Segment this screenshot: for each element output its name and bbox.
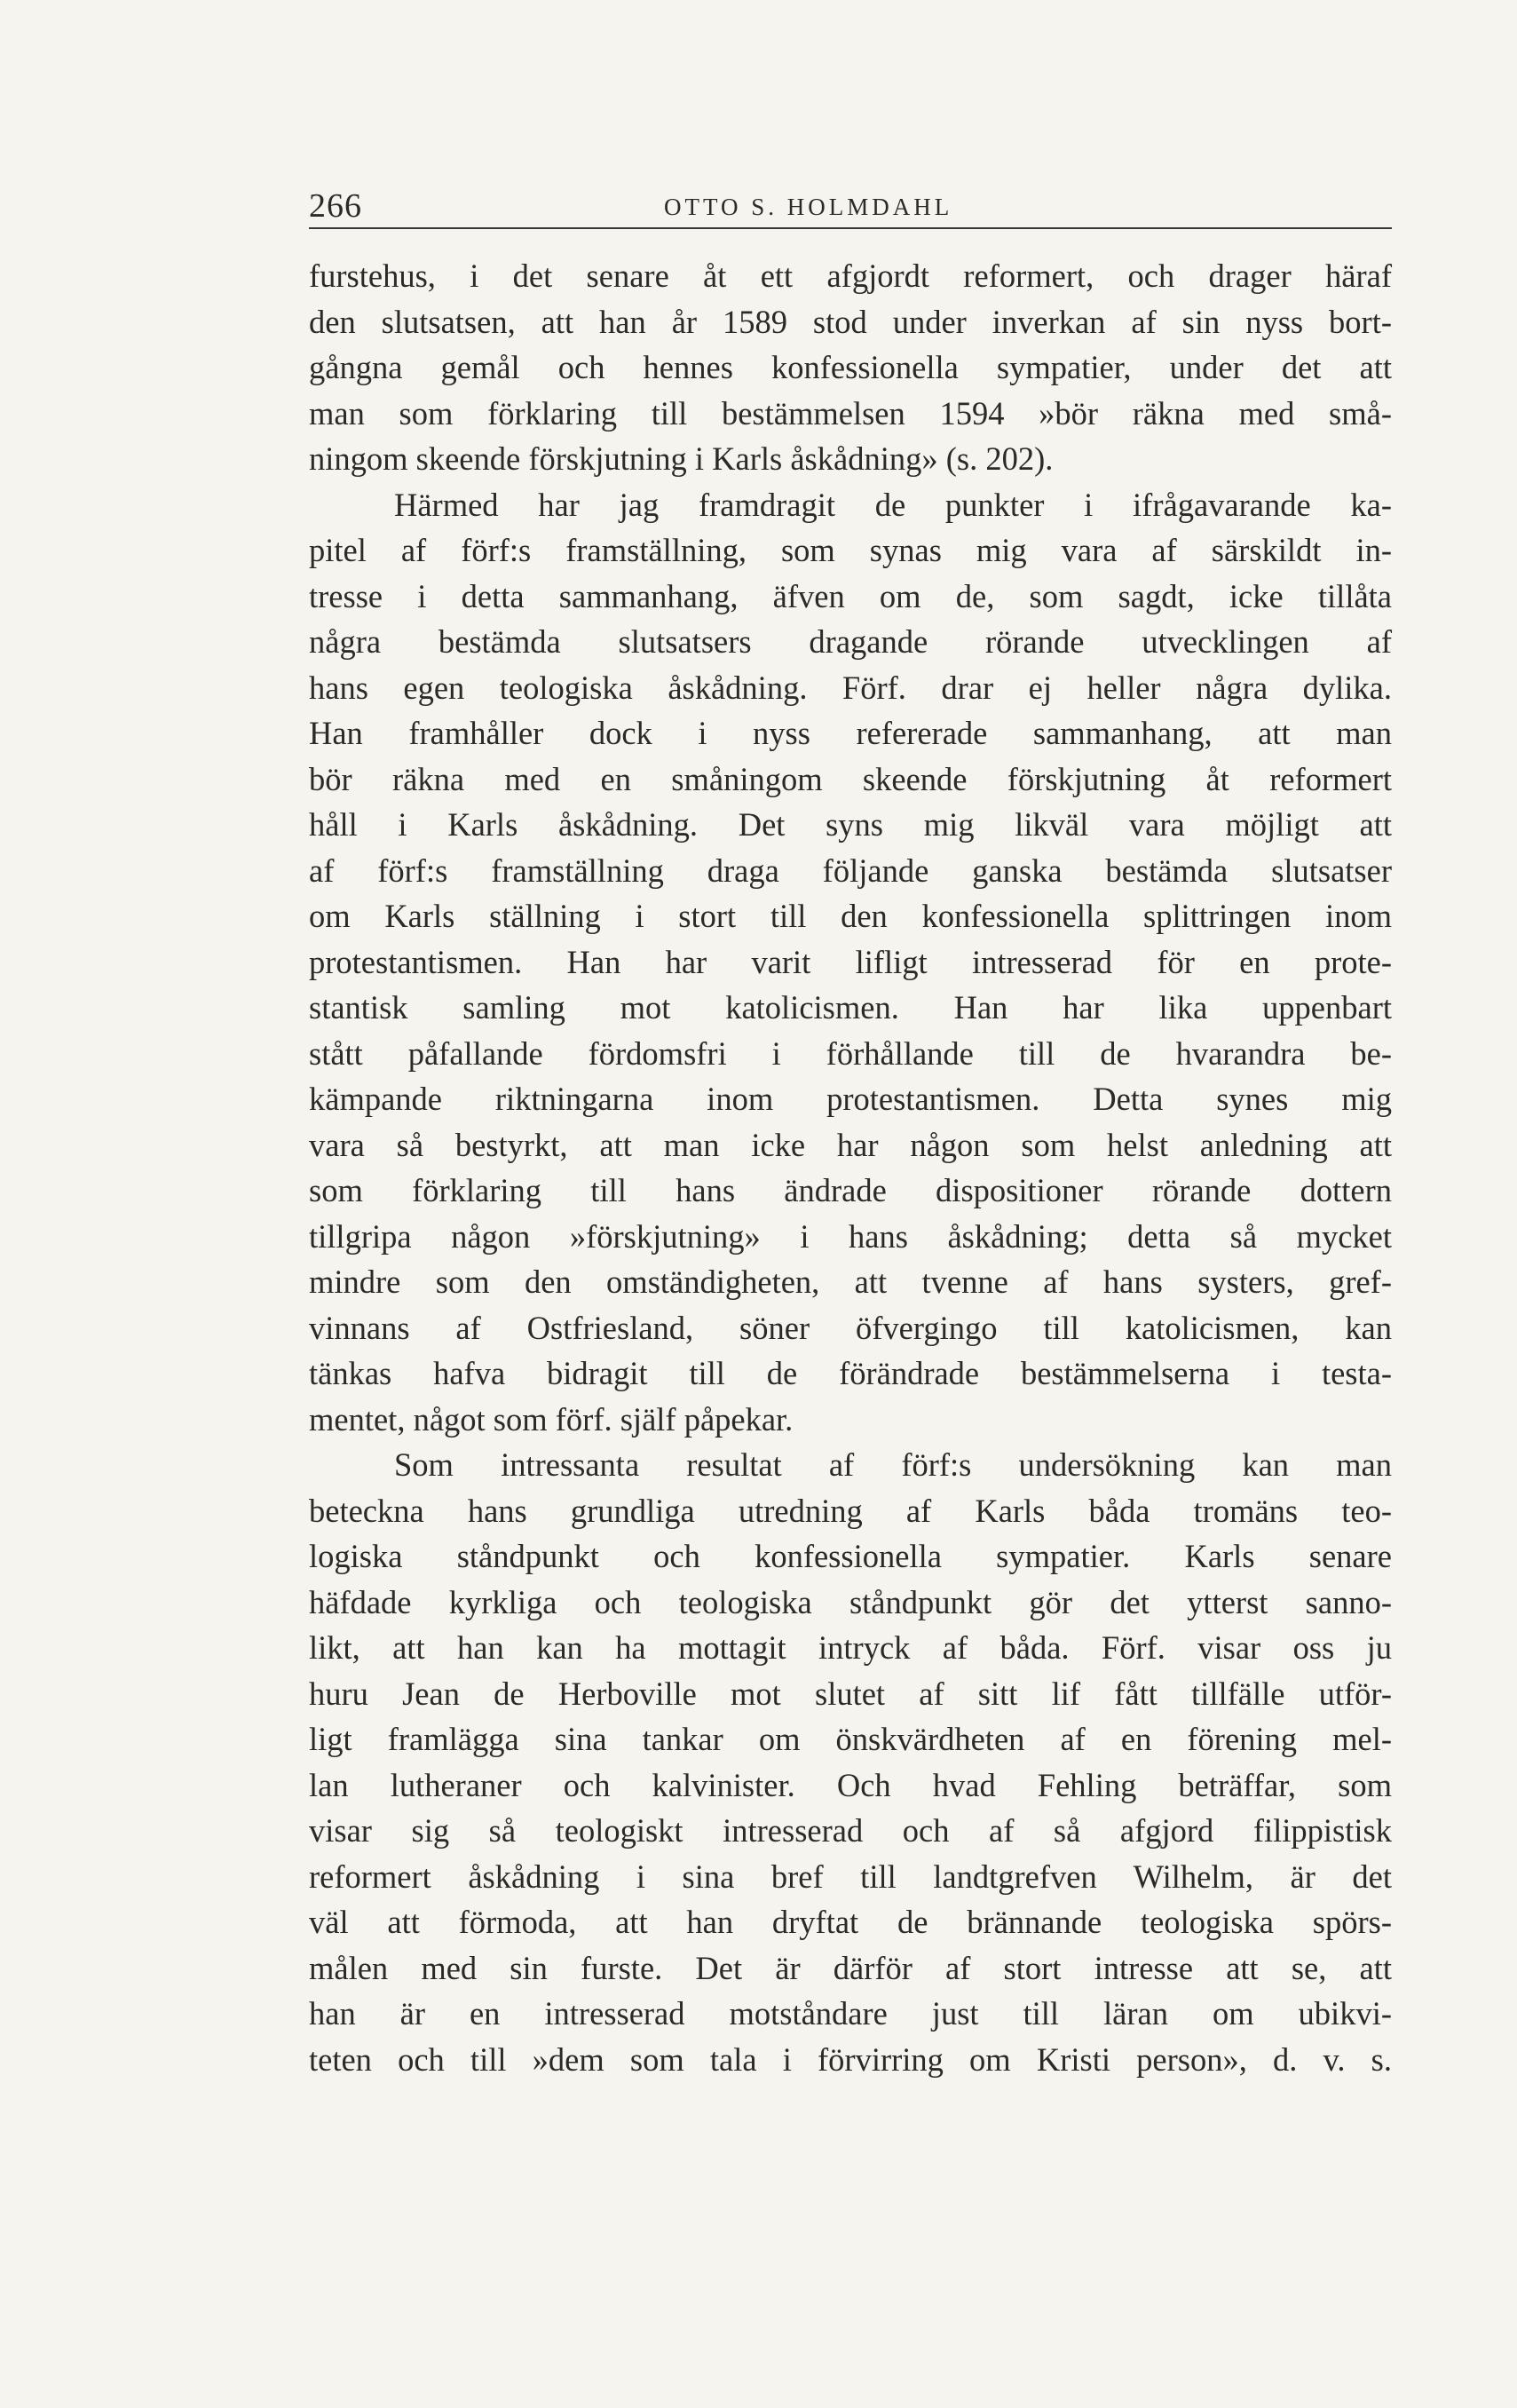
text-line: protestantismen. Han har varit lifligt intresserad för en prote- [309, 943, 1392, 980]
text-line: furstehus, i det senare åt ett afgjordt reformert, och drager häraf [309, 257, 1392, 294]
body-text [309, 253, 1392, 2082]
page-number: 266 [309, 187, 362, 225]
text-line: tänkas hafva bidragit till de förändrade bestämmelserna i testa- [309, 1355, 1392, 1391]
text-line: stantisk samling mot katolicismen. Han har lika uppenbart [309, 989, 1392, 1026]
text-line: vinnans af Ostfriesland, söner öfvergingo till katolicismen, kan [309, 1309, 1392, 1346]
text-line: visar sig så teologiskt intresserad och af så afgjord filippistisk [309, 1812, 1392, 1849]
text-line: logiska ståndpunkt och konfessionella sympatier. Karls senare [309, 1538, 1392, 1574]
text-line: tillgripa någon »förskjutning» i hans åskådning; detta så mycket [309, 1217, 1392, 1255]
text-line: som förklaring till hans ändrade dispositioner rörande dottern [309, 1172, 1392, 1208]
text-line: tresse i detta sammanhang, äfven om de, som sagdt, icke tillåta [309, 577, 1392, 614]
text-line: vara så bestyrkt, att man icke har någon som helst anledning att [309, 1126, 1392, 1163]
text-line: ningom skeende förskjutning i Karls åskådning» (s. 202). [309, 440, 1054, 477]
text-line: stått påfallande fördomsfri i förhållande till de hvarandra be- [309, 1034, 1392, 1072]
text-line: bör räkna med en småningom skeende förskjutning åt reformert [309, 760, 1392, 797]
text-line: den slutsatsen, att han år 1589 stod under inverkan af sin nyss bort- [309, 303, 1392, 340]
text-line: Härmed har jag framdragit de punkter i ifrågavarande ka- [394, 486, 1392, 523]
text-line: reformert åskådning i sina bref till landtgrefven Wilhelm, är det [309, 1857, 1392, 1895]
running-head: OTTO S. HOLMDAHL [664, 194, 953, 220]
text-line: man som förklaring till bestämmelsen 1594 »bör räkna med små- [309, 394, 1392, 432]
text-line: mindre som den omständigheten, att tvenne af hans systers, gref- [309, 1263, 1392, 1300]
text-line: pitel af förf:s framställning, som synas mig vara af särskildt in- [309, 532, 1392, 568]
text-line: målen med sin furste. Det är därför af stort intresse att se, att [309, 1949, 1392, 1986]
text-line: Han framhåller dock i nyss refererade sammanhang, att man [309, 715, 1392, 751]
text-line: likt, att han kan ha mottagit intryck af båda. Förf. visar oss ju [309, 1629, 1392, 1666]
text-line: Som intressanta resultat af förf:s undersökning kan man [394, 1446, 1392, 1483]
text-line: ligt framlägga sina tankar om önskvärdheten af en förening mel- [309, 1721, 1392, 1757]
text-line: huru Jean de Herboville mot slutet af sitt lif fått tillfälle utför- [309, 1675, 1392, 1712]
text-line: häfdade kyrkliga och teologiska ståndpunkt gör det ytterst sanno- [309, 1583, 1392, 1620]
text-line: han är en intresserad motståndare just till läran om ubikvi- [309, 1995, 1392, 2032]
text-line: om Karls ställning i stort till den konfessionella splittringen inom [309, 898, 1392, 934]
text-line: väl att förmoda, att han dryftat de brännande teologiska spörs- [309, 1904, 1392, 1940]
text-line: af förf:s framställning draga följande ganska bestämda slutsatser [309, 852, 1392, 889]
page-header [309, 185, 1392, 229]
text-line: gångna gemål och hennes konfessionella sympatier, under det att [309, 349, 1392, 385]
text-line: håll i Karls åskådning. Det syns mig likväl vara möjligt att [309, 806, 1392, 843]
text-line: kämpande riktningarna inom protestantismen. Detta synes mig [309, 1081, 1392, 1117]
text-line: teten och till »dem som tala i förvirring om Kristi person», d. v. s. [309, 2040, 1392, 2078]
text-line: hans egen teologiska åskådning. Förf. drar ej heller några dylika. [309, 669, 1392, 706]
text-line: beteckna hans grundliga utredning af Karls båda tromäns teo- [309, 1492, 1392, 1529]
text-line: lan lutheraner och kalvinister. Och hvad Fehling beträffar, som [309, 1766, 1392, 1803]
text-line: mentet, något som förf. själf påpekar. [309, 1400, 794, 1438]
text-line: några bestämda slutsatsers dragande rörande utvecklingen af [309, 623, 1392, 660]
